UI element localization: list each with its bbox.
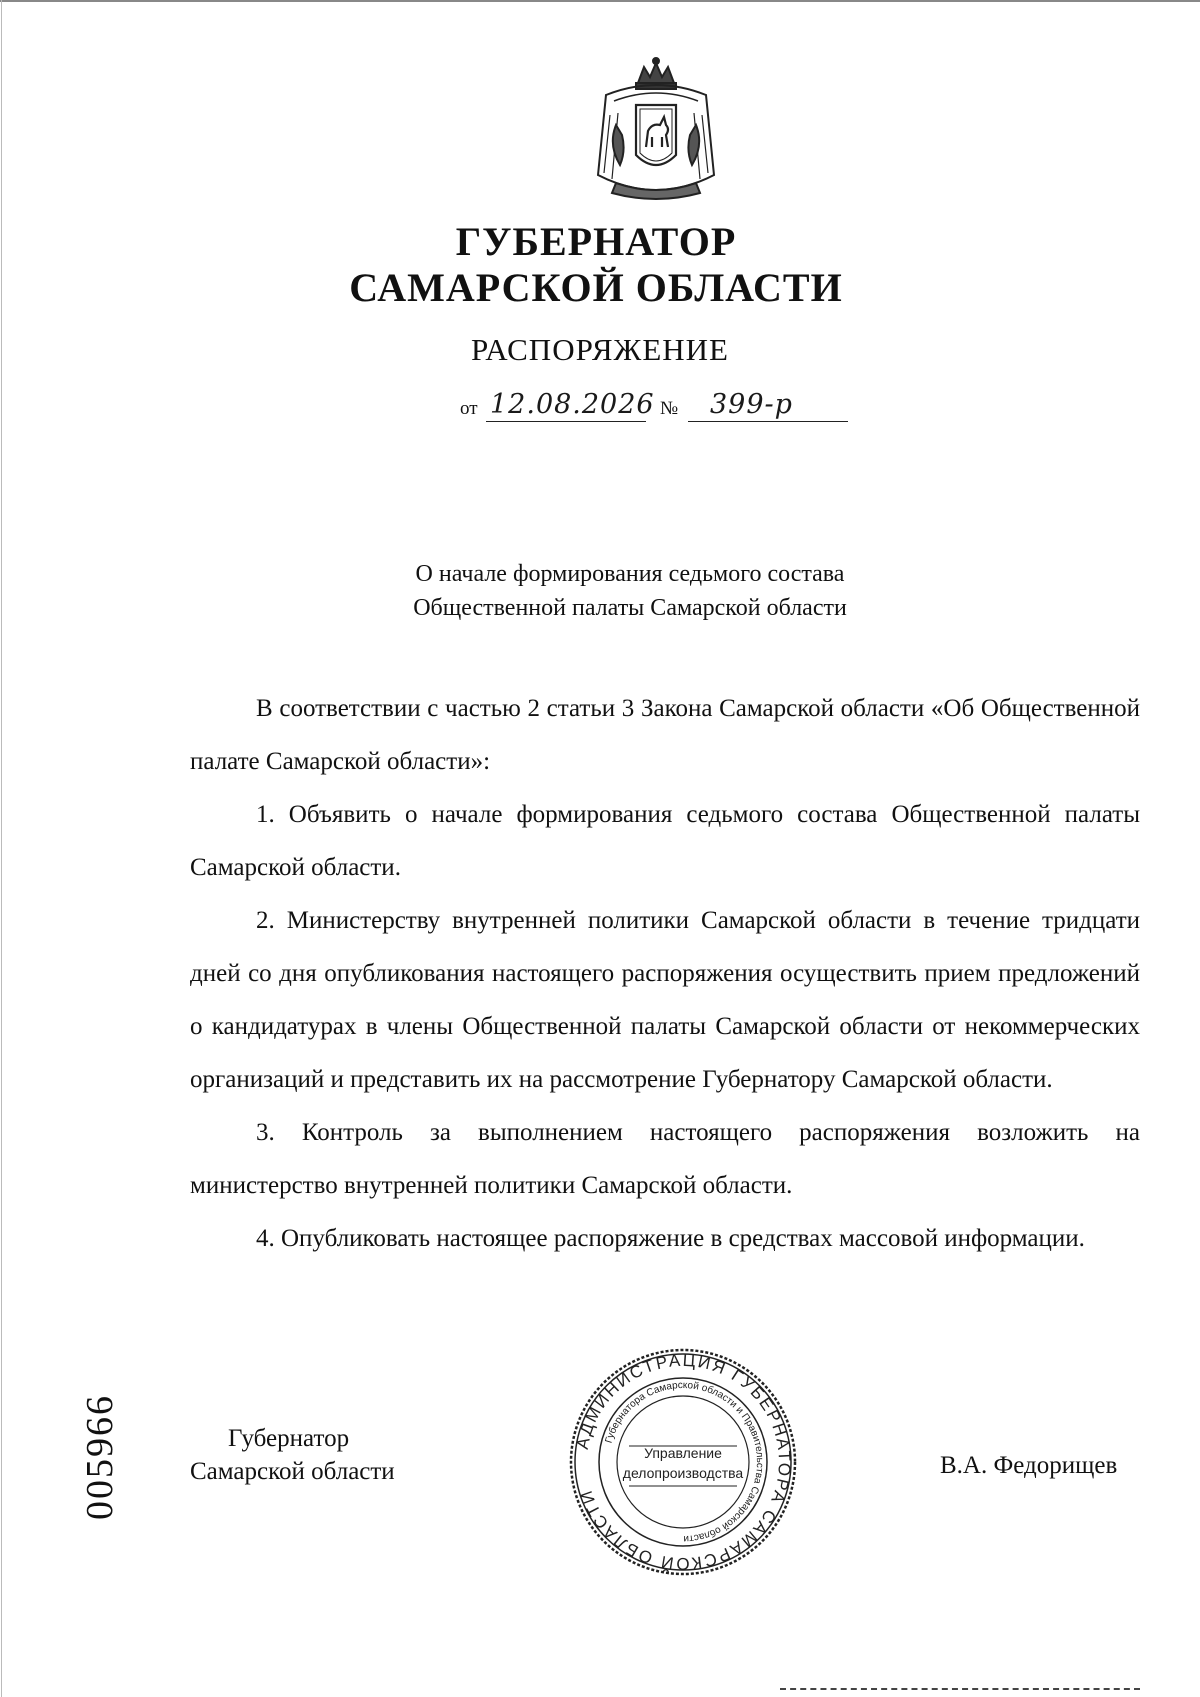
signatory-position-line2: Самарской области bbox=[190, 1458, 395, 1485]
seal-inner-text: Губернатора Самарской области и Правительства Самарской области bbox=[603, 1379, 766, 1545]
body-item-2: 2. Министерству внутренней политики Самарской области в течение тридцати дней со дня опубликования настоящего распоряжения осуществить прием предложений о кандидатурах в члены Общественной палаты Самарской области от некоммерческих организаций и представить их на рассмотрение Губернатору Самарской области. bbox=[190, 907, 1140, 1093]
date-number-row bbox=[460, 386, 880, 426]
scan-border-bottom bbox=[780, 1688, 1140, 1690]
authority-title-line2: САМАРСКОЙ ОБЛАСТИ bbox=[349, 265, 843, 310]
seal-center-line1: Управление bbox=[644, 1445, 722, 1461]
body-preamble: В соответствии с частью 2 статьи 3 Закона Самарской области «Об Общественной палате Самарской области»: bbox=[190, 695, 1140, 775]
date-from-label: от bbox=[460, 398, 478, 419]
body-item-1: 1. Объявить о начале формирования седьмого состава Общественной палаты Самарской области. bbox=[190, 801, 1140, 881]
document-type: РАСПОРЯЖЕНИЕ bbox=[471, 332, 729, 367]
signatory-name: В.А. Федорищев bbox=[940, 1452, 1118, 1479]
coat-of-arms-icon bbox=[586, 55, 726, 205]
date-value: 12.08.2026 bbox=[490, 389, 655, 420]
body-item-3: 3. Контроль за выполнением настоящего распоряжения возложить на министерство внутренней политики Самарской области. bbox=[190, 1119, 1140, 1199]
authority-title-line1: ГУБЕРНАТОР bbox=[455, 219, 737, 264]
number-label: № bbox=[660, 398, 679, 419]
signatory-position-line1: Губернатор bbox=[228, 1425, 350, 1452]
seal-center-line2: делопроизводства bbox=[622, 1465, 744, 1481]
official-seal bbox=[567, 1346, 799, 1578]
body-item-4: 4. Опубликовать настоящее распоряжение в средствах массовой информации. bbox=[256, 1225, 1085, 1252]
subject-line2: Общественной палаты Самарской области bbox=[413, 595, 847, 621]
number-underline bbox=[688, 421, 848, 422]
subject-line1: О начале формирования седьмого состава bbox=[415, 561, 845, 587]
signatory-position bbox=[190, 1422, 395, 1488]
document-subject bbox=[0, 557, 1200, 625]
number-value: 399-р bbox=[710, 389, 793, 420]
date-underline bbox=[486, 421, 646, 422]
scan-border-top bbox=[0, 0, 1200, 2]
document-body bbox=[190, 682, 1140, 1265]
serial-number: 005966 bbox=[79, 1394, 121, 1520]
seal-outer-text: АДМИНИСТРАЦИЯ ГУБЕРНАТОРА САМАРСКОЙ ОБЛАСТИ bbox=[572, 1350, 795, 1574]
